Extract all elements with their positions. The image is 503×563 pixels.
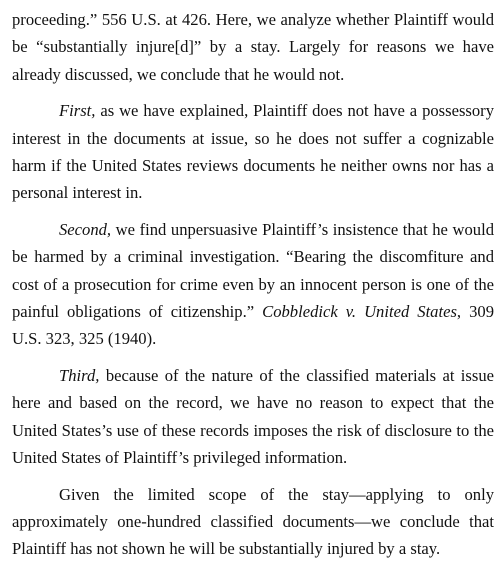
paragraph-second bbox=[12, 216, 494, 352]
paragraph-third bbox=[12, 362, 494, 471]
paragraph-text: as we have explained, Plaintiff does not have a possessory interest in the documents at issue, so he does not suffer a cognizable harm if the United States reviews documents he neither owns nor has a personal interest in. bbox=[12, 101, 494, 203]
paragraph-continuation bbox=[12, 6, 494, 88]
document-page bbox=[12, 6, 494, 563]
case-citation: , 309 U.S. 323, 325 (1940). bbox=[12, 301, 494, 349]
paragraph-lead: Third, bbox=[59, 366, 100, 386]
paragraph-conclusion bbox=[12, 481, 494, 563]
paragraph-text: Given the limited scope of the stay—applying to only approximately one-hundred classified documents—we conclude that Plaintiff has not shown he will be substantially injured by a stay. bbox=[12, 484, 494, 559]
paragraph-lead: Second, bbox=[59, 220, 112, 240]
paragraph-text: we find unpersuasive Plaintiff’s insistence that he would be harmed by a criminal investigation. “Bearing the discomfiture and cost of a prosecution for crime even by an innocent person is one of the painful obligations of citizenship.” bbox=[12, 220, 494, 321]
paragraph-text: proceeding.” 556 U.S. at 426. Here, we analyze whether Plaintiff would be “substantially injure[d]” by a stay. Largely for reasons we have already discussed, we conclude that he would not. bbox=[12, 10, 494, 84]
case-name: Cobbledick v. United States bbox=[262, 301, 457, 321]
paragraph-lead: First, bbox=[59, 101, 96, 121]
paragraph-first bbox=[12, 97, 494, 206]
paragraph-text: because of the nature of the classified materials at issue here and based on the record, we have no reason to expect that the United States’s use of these records imposes the risk of disclosure to the United States of Plaintiff’s privileged information. bbox=[12, 366, 494, 467]
